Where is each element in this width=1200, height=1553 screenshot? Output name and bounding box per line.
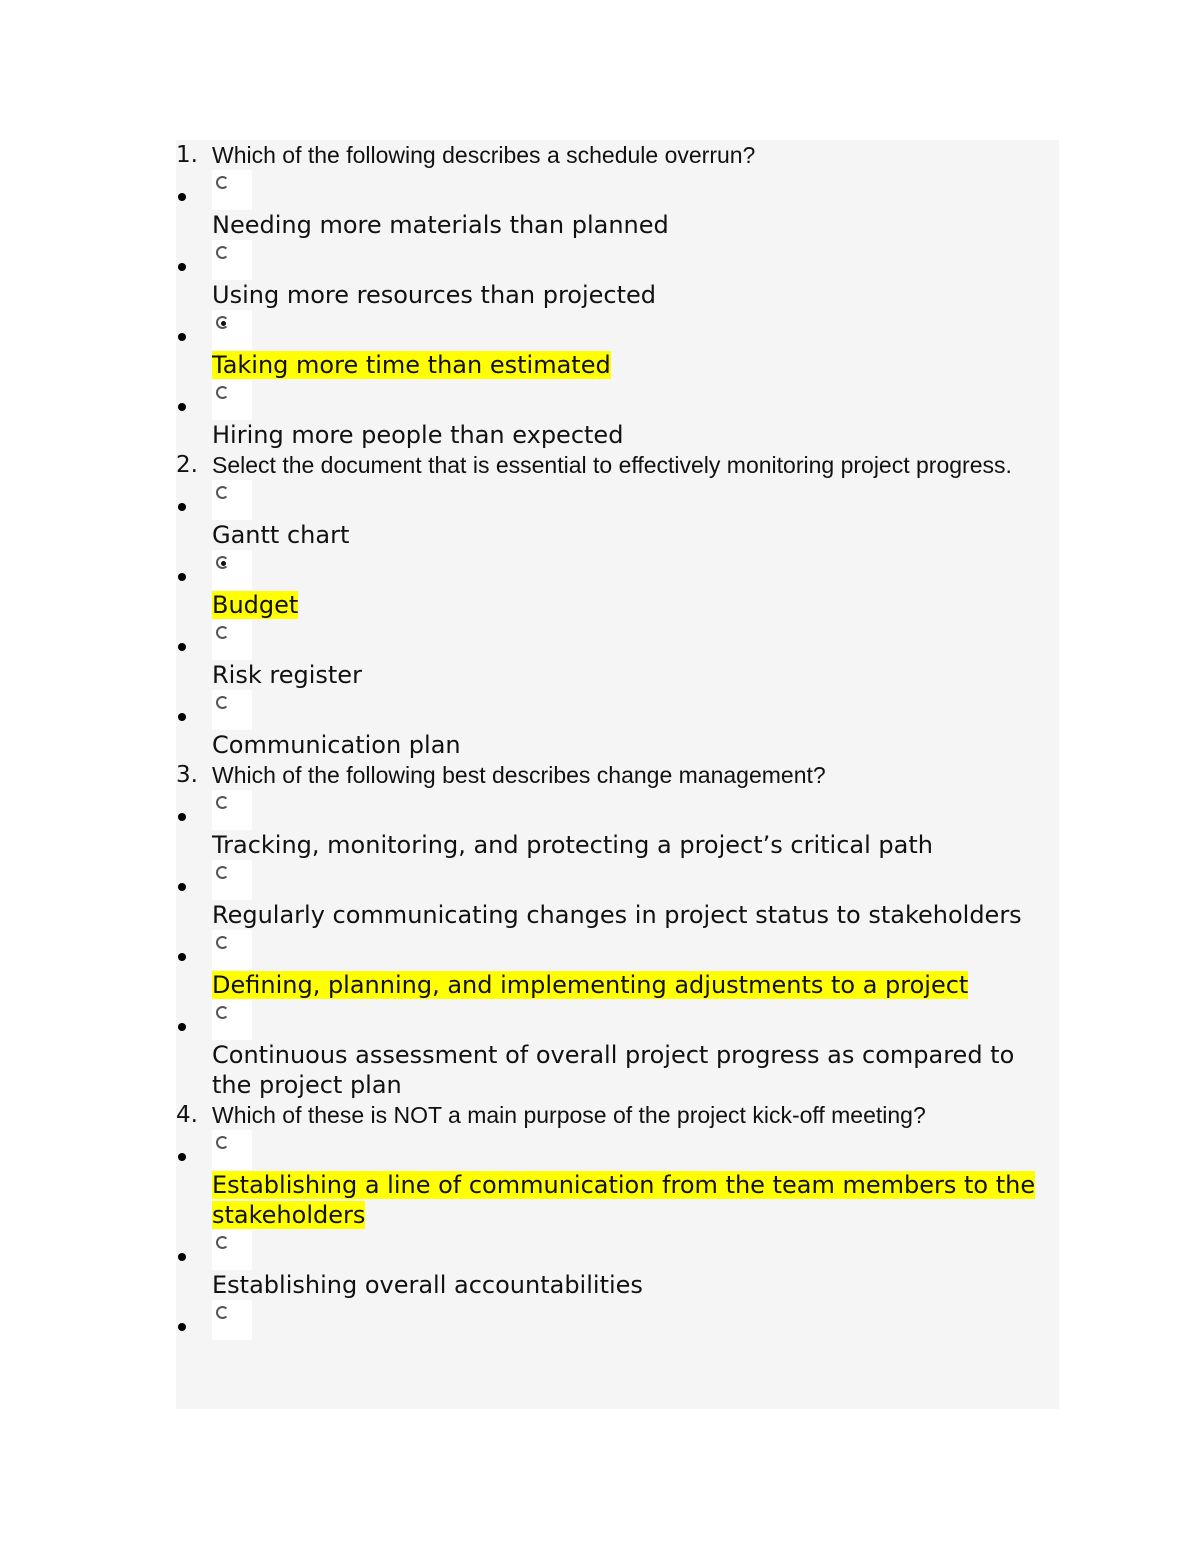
option-label[interactable] bbox=[212, 660, 1059, 690]
answer-option bbox=[176, 860, 1059, 930]
radio-button[interactable] bbox=[212, 1000, 252, 1040]
option-radio-row bbox=[212, 1000, 1059, 1040]
radio-unselected-icon bbox=[216, 386, 229, 399]
question-4 bbox=[176, 1100, 1059, 1340]
radio-button[interactable] bbox=[212, 550, 252, 590]
bullet-icon bbox=[178, 403, 186, 411]
answer-option bbox=[176, 480, 1059, 550]
question-prompt bbox=[176, 760, 1059, 790]
bullet-icon bbox=[178, 643, 186, 651]
radio-selected-icon bbox=[216, 556, 229, 569]
radio-button[interactable] bbox=[212, 790, 252, 830]
option-radio-row bbox=[212, 690, 1059, 730]
option-radio-row bbox=[212, 1300, 1059, 1340]
option-radio-row bbox=[212, 1230, 1059, 1270]
option-label[interactable] bbox=[212, 900, 1059, 930]
option-label[interactable] bbox=[212, 1270, 1059, 1300]
option-radio-row bbox=[212, 860, 1059, 900]
bullet-icon bbox=[178, 1253, 186, 1261]
radio-button[interactable] bbox=[212, 620, 252, 660]
bullet-icon bbox=[178, 713, 186, 721]
option-label[interactable] bbox=[212, 210, 1059, 240]
option-label[interactable] bbox=[212, 970, 1059, 1000]
option-label-text: Tracking, monitoring, and protecting a project’s critical path bbox=[212, 831, 933, 859]
highlighted-answer: Budget bbox=[212, 591, 299, 619]
question-prompt bbox=[176, 450, 1059, 480]
question-1 bbox=[176, 140, 1059, 450]
option-radio-row bbox=[212, 930, 1059, 970]
radio-unselected-icon bbox=[216, 1236, 229, 1249]
radio-unselected-icon bbox=[216, 626, 229, 639]
option-label-text: Using more resources than projected bbox=[212, 281, 657, 309]
radio-unselected-icon bbox=[216, 486, 229, 499]
question-text: Which of the following best describes change management? bbox=[212, 762, 826, 788]
radio-unselected-icon bbox=[216, 1006, 229, 1019]
radio-button[interactable] bbox=[212, 1130, 252, 1170]
highlighted-answer: Establishing a line of communication from the team members to the stakeholders bbox=[212, 1171, 1036, 1229]
option-label[interactable] bbox=[212, 830, 1059, 860]
answer-option bbox=[176, 930, 1059, 1000]
bullet-icon bbox=[178, 573, 186, 581]
answer-option bbox=[176, 310, 1059, 380]
question-text: Which of the following describes a schedule overrun? bbox=[212, 142, 756, 168]
option-label[interactable] bbox=[212, 1040, 1059, 1100]
option-radio-row bbox=[212, 310, 1059, 350]
option-label[interactable] bbox=[212, 420, 1059, 450]
option-radio-row bbox=[212, 1130, 1059, 1170]
radio-button[interactable] bbox=[212, 480, 252, 520]
question-prompt bbox=[176, 1100, 1059, 1130]
radio-button[interactable] bbox=[212, 170, 252, 210]
answer-option bbox=[176, 240, 1059, 310]
option-label-text: Needing more materials than planned bbox=[212, 211, 669, 239]
answer-option bbox=[176, 1130, 1059, 1230]
question-prompt bbox=[176, 140, 1059, 170]
option-radio-row bbox=[212, 790, 1059, 830]
option-label[interactable] bbox=[212, 520, 1059, 550]
answer-option bbox=[176, 620, 1059, 690]
answer-option bbox=[176, 380, 1059, 450]
option-label[interactable] bbox=[212, 730, 1059, 760]
answer-option bbox=[176, 1230, 1059, 1300]
bullet-icon bbox=[178, 1323, 186, 1331]
radio-button[interactable] bbox=[212, 1300, 252, 1340]
question-2 bbox=[176, 450, 1059, 760]
option-radio-row bbox=[212, 380, 1059, 420]
option-label-text: Gantt chart bbox=[212, 521, 350, 549]
option-radio-row bbox=[212, 480, 1059, 520]
bullet-icon bbox=[178, 333, 186, 341]
option-label-text: Risk register bbox=[212, 661, 362, 689]
radio-unselected-icon bbox=[216, 936, 229, 949]
option-label[interactable] bbox=[212, 350, 1059, 380]
highlighted-answer: Taking more time than estimated bbox=[212, 351, 611, 379]
option-radio-row bbox=[212, 240, 1059, 280]
answer-option bbox=[176, 550, 1059, 620]
option-radio-row bbox=[212, 550, 1059, 590]
answer-option bbox=[176, 690, 1059, 760]
option-label-text: Continuous assessment of overall project progress as compared to the project plan bbox=[212, 1041, 1015, 1099]
bullet-icon bbox=[178, 953, 186, 961]
radio-unselected-icon bbox=[216, 696, 229, 709]
question-text: Which of these is NOT a main purpose of the project kick-off meeting? bbox=[212, 1102, 926, 1128]
highlighted-answer: Defining, planning, and implementing adjustments to a project bbox=[212, 971, 969, 999]
option-radio-row bbox=[212, 170, 1059, 210]
option-label-text: Establishing overall accountabilities bbox=[212, 1271, 643, 1299]
radio-unselected-icon bbox=[216, 1306, 229, 1319]
option-label-text: Communication plan bbox=[212, 731, 461, 759]
option-label[interactable] bbox=[212, 1170, 1059, 1230]
radio-button[interactable] bbox=[212, 380, 252, 420]
bullet-icon bbox=[178, 1153, 186, 1161]
bullet-icon bbox=[178, 263, 186, 271]
radio-button[interactable] bbox=[212, 310, 252, 350]
option-label[interactable] bbox=[212, 280, 1059, 310]
quiz-panel bbox=[176, 140, 1059, 1409]
answer-option bbox=[176, 1000, 1059, 1100]
answer-option bbox=[176, 790, 1059, 860]
radio-button[interactable] bbox=[212, 930, 252, 970]
radio-button[interactable] bbox=[212, 690, 252, 730]
radio-selected-icon bbox=[216, 316, 229, 329]
radio-unselected-icon bbox=[216, 176, 229, 189]
question-text: Select the document that is essential to effectively monitoring project progress. bbox=[212, 452, 1012, 478]
radio-unselected-icon bbox=[216, 1136, 229, 1149]
bullet-icon bbox=[178, 193, 186, 201]
answer-option bbox=[176, 170, 1059, 240]
radio-button[interactable] bbox=[212, 1230, 252, 1270]
question-number: 4. bbox=[176, 1102, 198, 1128]
option-label-text: Regularly communicating changes in project status to stakeholders bbox=[212, 901, 1022, 929]
radio-unselected-icon bbox=[216, 796, 229, 809]
bullet-icon bbox=[178, 1023, 186, 1031]
answer-option bbox=[176, 1300, 1059, 1340]
option-radio-row bbox=[212, 620, 1059, 660]
bullet-icon bbox=[178, 503, 186, 511]
radio-unselected-icon bbox=[216, 866, 229, 879]
bullet-icon bbox=[178, 883, 186, 891]
option-label[interactable] bbox=[212, 590, 1059, 620]
radio-unselected-icon bbox=[216, 246, 229, 259]
question-number: 2. bbox=[176, 452, 198, 478]
option-label-text: Hiring more people than expected bbox=[212, 421, 624, 449]
bullet-icon bbox=[178, 813, 186, 821]
radio-button[interactable] bbox=[212, 860, 252, 900]
question-3 bbox=[176, 760, 1059, 1100]
question-number: 3. bbox=[176, 762, 198, 788]
question-number: 1. bbox=[176, 142, 198, 168]
radio-button[interactable] bbox=[212, 240, 252, 280]
